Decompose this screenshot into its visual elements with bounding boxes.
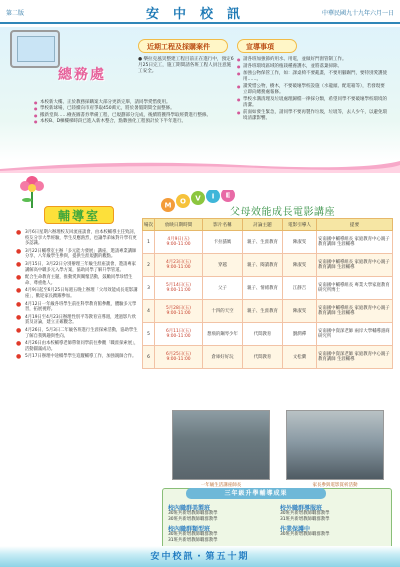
cell-topic: 親子、生涯教育 — [243, 300, 283, 323]
divider-swoosh — [0, 159, 400, 173]
cell-summary: 安南國中資深老師 兩岸大學輔導諮商研究所 — [317, 323, 393, 346]
recent-projects-heading: 近期工程及採購案件 — [138, 39, 228, 53]
category-line: 30班共新增教師職群教學 — [168, 511, 218, 516]
cell-host: 陳淑雯 — [283, 254, 317, 277]
notice-list — [237, 57, 389, 123]
movie-letter: E — [225, 191, 231, 200]
category-line: 30班共新增教師職群教學 — [280, 532, 330, 537]
list-item: ● 5月17日辦理中途輟學學生追蹤輔導工作，加強親師合作。 — [16, 354, 140, 360]
cell-film: 倉庫好好玩 — [203, 346, 243, 369]
cell-topic: 代間教育 — [243, 323, 283, 346]
cell-topic: 親子、閱讀教育 — [243, 254, 283, 277]
page-number: 第二版 — [6, 10, 25, 17]
results-title: 三年級升學輔導成果 — [186, 488, 326, 499]
paper-title: 安中校訊 — [145, 7, 254, 22]
photo-caption: 一年級生活講座師長 — [200, 483, 242, 488]
movie-letter: M — [164, 201, 172, 210]
cell-no: 4 — [143, 300, 155, 323]
notices-heading: 宣導事項 — [237, 39, 297, 53]
list-item: ● 4月26日、5月3日二年級各班進行生涯探索活動，協助學生了解自我興趣與性向。 — [16, 328, 140, 339]
list-item: ● 學校水溝清理及垃圾處理歸檔一律採分類，希望同學不要破壞學校環境的清潔。 — [237, 97, 389, 109]
lecture-photo — [172, 410, 270, 480]
movie-schedule-table — [142, 218, 393, 369]
movie-letter: V — [195, 194, 201, 203]
cell-host: 劉潤禪 — [283, 323, 317, 346]
list-item: ● 本校新大樓、正於教務採購案大部分更新完畢，請同學愛惜使用。 — [34, 100, 234, 106]
category-heading: 校外職群導服班 — [280, 505, 323, 512]
column-header: 場次 — [143, 219, 155, 231]
category-line: 31班共新增教師職群教學 — [280, 517, 330, 522]
cell-no: 6 — [143, 346, 155, 369]
category-line: 30班共新增教師職群教學 — [168, 517, 218, 522]
list-item: ● 配合生命教育主題，推動愛與關懷活動，鼓勵同學珍惜生命、尊重他人。 — [16, 275, 140, 286]
list-item: ● 本校B、D棟樓梯時段已進入新木整合，點數強化工程預計於下半年進行。 — [34, 119, 234, 125]
category-heading: 校內職群美製班 — [168, 505, 211, 512]
table-header-row — [143, 219, 393, 231]
column-header: 放映日期時間 — [155, 219, 203, 231]
cell-summary: 安南國中資深老師 家庭教育中心親子教育講師 生涯輔導 — [317, 346, 393, 369]
cell-film: 穿越 — [203, 254, 243, 277]
cell-summary: 安南國中輔導組長 家庭教育中心親子教育講師 生涯輔導 — [317, 254, 393, 277]
list-item: ● 讀愛惜公物，樹木，不要破壞學校設施（水龍頭、配電箱等），若發現要立即向總務處報修。 — [237, 84, 389, 96]
issue-date: 中華民國九十九年六月一日 — [321, 10, 394, 17]
column-header: 影片名稱 — [203, 219, 243, 231]
cell-date: 4月23日(五) 9:00-11:00 — [155, 254, 203, 277]
table-row — [143, 346, 393, 369]
cell-film: 十四的天空 — [203, 300, 243, 323]
category-line: 31班共新增教師職群教學 — [168, 538, 218, 543]
project-notice: ● 樂拉克風災整建工程目前正在進行中，預定6月25日完工，施工期間請各班工程人員注意施工安全。 — [138, 57, 234, 75]
cell-host: 江靜吉 — [283, 277, 317, 300]
list-item: ● 4月9日起至6月25日每週五晚上辦理「父母效能成長電影講座」，歡迎家長踴躍參加。 — [16, 288, 140, 299]
list-item: ● 請各班加強節約用水、用電，並做好門窗管制工作。 — [237, 57, 389, 63]
counseling-events — [16, 230, 140, 362]
cell-date: 5月28日(五) 9:00-11:00 — [155, 300, 203, 323]
list-item: ● 4月19日至4月23日辦理性別平等教育宣導週，透過影片欣賞及討論，建立正確觀念。 — [16, 315, 140, 326]
cell-summary: 安南國中輔導組長 家庭教育中心親子教育講師 生涯輔導 — [317, 300, 393, 323]
cell-no: 1 — [143, 231, 155, 254]
cell-date: 5月14日(五) 9:00-11:00 — [155, 277, 203, 300]
movie-letter: I — [211, 192, 215, 201]
category-heading: 校內職群類型班 — [168, 526, 211, 533]
list-item: ● 加強公物保管工作，如：課桌椅不要亂畫，不要用腳踢門，要特別愛護使用……。 — [237, 71, 389, 83]
list-item: ● 請各班環境區域的植栽種養護水，並將落葉掃除。 — [237, 64, 389, 70]
cell-date: 6月11日(五) 9:00-11:00 — [155, 323, 203, 346]
category-line: 30班共新增教師職群教學 — [168, 532, 218, 537]
footer-title: 安中校訊・第五十期 — [150, 552, 250, 562]
table-row — [143, 277, 393, 300]
tv-icon — [10, 30, 60, 68]
cell-film: 卡拉貓媽 — [203, 231, 243, 254]
photo-caption: 家長參與電影賞析活動 — [312, 483, 358, 488]
cell-summary: 安南國中輔導組長 專業大學家庭教育研究所博士 — [317, 277, 393, 300]
cell-topic: 親子、情緒教育 — [243, 277, 283, 300]
cell-host: 陳淑雯 — [283, 231, 317, 254]
flower-icon — [16, 170, 48, 210]
cell-no: 5 — [143, 323, 155, 346]
cell-no: 2 — [143, 254, 155, 277]
list-item: ● 搬新堂與……檢查圖書券準備工程，已規劃部分完成，後續將獲得學取經費進行整修。 — [34, 113, 234, 119]
masthead — [0, 0, 400, 24]
movie-letter: O — [180, 197, 186, 206]
cell-date: 6月25日(五) 9:00-11:00 — [155, 346, 203, 369]
cell-no: 3 — [143, 277, 155, 300]
table-row — [143, 254, 393, 277]
counseling-title: 輔導室 — [44, 206, 114, 224]
general-affairs-title: 總務處 — [58, 67, 106, 83]
movie-event-photo — [286, 410, 384, 480]
cell-topic: 親子、生涯教育 — [243, 231, 283, 254]
category-heading: 作業保護中 — [280, 526, 311, 533]
cell-summary: 安南國中輔導組長 家庭教育中心親子教育講師 生涯輔導 — [317, 231, 393, 254]
cell-film: 父子 — [203, 277, 243, 300]
category-line: 30班共新增教師職群教學 — [280, 511, 330, 516]
cell-date: 4月9日(五) 9:00-11:00 — [155, 231, 203, 254]
list-item: ● 3月22日輔導室主辦「多元能力發展」講座，邀請專業講師分享，八年級學生參與，提供生涯規劃的觀點。 — [16, 249, 140, 260]
table-row — [143, 323, 393, 346]
table-row — [143, 231, 393, 254]
cell-topic: 代間教育 — [243, 346, 283, 369]
cell-film: 想飛的鋼琴少年 — [203, 323, 243, 346]
general-affairs-items — [34, 100, 234, 126]
list-item: ● 前面如發生緊急，請同學不要再製作垃圾，垃圾等，去人少午，以避免環境清潔影響。 — [237, 110, 389, 122]
table-row — [143, 300, 393, 323]
column-header: 電影引導人 — [283, 219, 317, 231]
column-header: 提要 — [317, 219, 393, 231]
cell-host: 陳淑雯 — [283, 300, 317, 323]
movie-heading: 父母效能成長電影講座 — [230, 207, 335, 218]
movie-banner — [160, 190, 240, 212]
list-item: ● 3月6日星期六辦理校友回流座談會，由本校輔導主任致詞，校友分享大學經驗，學生反應熱烈，也讓學弟妹對升學有更多認識。 — [16, 230, 140, 247]
list-item: ● 3月15日、3月22日分別辦理三年級生涯座談會，邀請專家講解高中職多元入學方案，協助同學了解升學管道。 — [16, 262, 140, 273]
list-item: ● 4月12日一年級各班學生前往科學教育館參觀，體驗多元學習，拓展視野。 — [16, 302, 140, 313]
list-item: ● 學校新球場，已陸續向市府爭取450萬元，將於暑假期間全面整修。 — [34, 106, 234, 112]
list-item: ● 4月26日由本校輔導老師帶領同學前往參觀「職涯探索展」，活動圓滿成功。 — [16, 341, 140, 352]
cell-host: 文松蘭 — [283, 346, 317, 369]
column-header: 討論主題 — [243, 219, 283, 231]
